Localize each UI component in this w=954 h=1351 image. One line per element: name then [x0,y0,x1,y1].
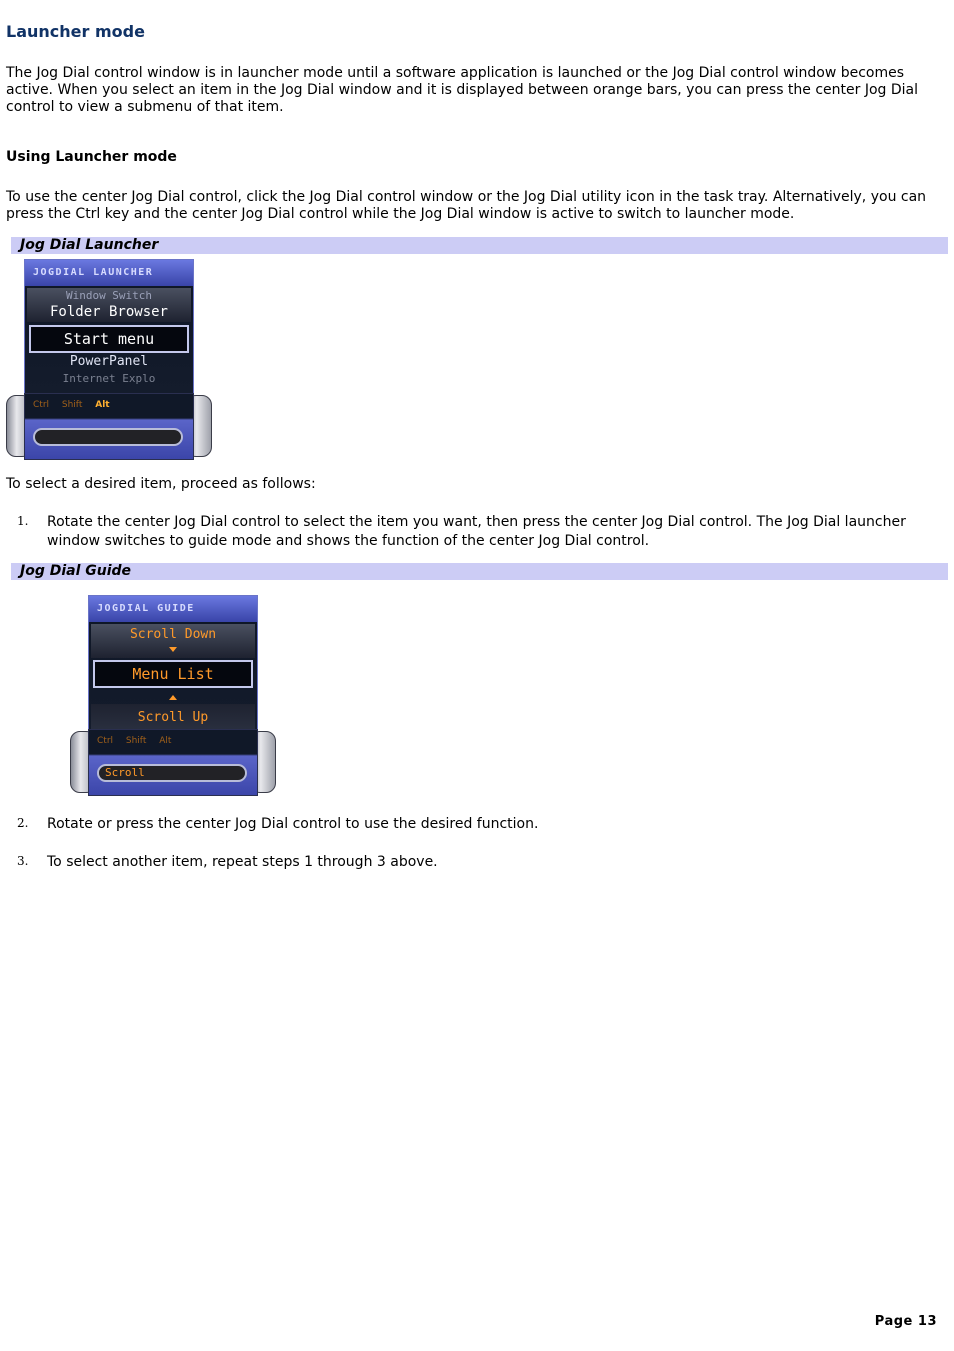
section-subtitle: Using Launcher mode [6,149,177,165]
alt-key-label: Alt [95,400,110,410]
guide-status-bar: Scroll [97,764,247,782]
jogdial-guide-figure [70,595,276,796]
ctrl-key-label: Ctrl [33,400,50,410]
guide-screen [88,595,258,735]
step-number: 1. [17,514,29,528]
dial-body [24,393,194,460]
dial-body [88,729,258,796]
arrow-down-icon [169,647,177,652]
launcher-screen [24,259,194,399]
modifier-keys [97,736,181,746]
launcher-header: JOGDIAL LAUNCHER [25,260,193,286]
guide-selected-item: Menu List [93,660,253,688]
figure-caption-guide: Jog Dial Guide [11,563,948,580]
step-number: 2. [17,816,29,830]
step-text: Rotate the center Jog Dial control to select the item you want, then press the center Jog Dial control. The Jog Dial launcher window switches to guide mode and shows the function of the center Jog Dial control. [47,514,906,549]
page-number: Page 13 [874,1314,937,1329]
launcher-item: Folder Browser [49,304,168,320]
usage-paragraph: To use the center Jog Dial control, click the Jog Dial control window or the Jog Dial utility icon in the task tray. Alternatively, you can press the Ctrl key and the center Jog Dial control while the Jog Dial window is active to switch to launcher mode. [6,189,927,222]
step-text: To select another item, repeat steps 1 through 3 above. [47,854,438,870]
launcher-item: Internet Explo [62,372,156,385]
step-text: Rotate or press the center Jog Dial control to use the desired function. [47,816,539,832]
launcher-item: Window Switch [65,289,153,302]
launcher-selected-item: Start menu [29,325,189,353]
scroll-down-label: Scroll Down [129,627,217,642]
shift-key-label: Shift [61,400,83,410]
shift-key-label: Shift [125,736,147,746]
alt-key-label: Alt [159,736,172,746]
modifier-keys [33,400,120,410]
select-intro: To select a desired item, proceed as follows: [6,476,316,492]
ctrl-key-label: Ctrl [97,736,114,746]
guide-header: JOGDIAL GUIDE [89,596,257,622]
step-number: 3. [17,854,29,868]
jogdial-base [70,729,276,796]
launcher-status-bar [33,428,183,446]
jogdial-launcher-figure [6,259,212,460]
intro-paragraph: The Jog Dial control window is in launcher mode until a software application is launched or the Jog Dial control window becomes active. When you select an item in the Jog Dial window and it is displayed between orange bars, you can press the center Jog Dial control to view a submenu of that item. [6,65,919,115]
jogdial-base [6,393,212,460]
launcher-item: PowerPanel [69,354,149,369]
page-title: Launcher mode [6,22,145,41]
arrow-up-icon [169,695,177,700]
scroll-up-label: Scroll Up [137,710,209,725]
figure-caption-launcher: Jog Dial Launcher [11,237,948,254]
